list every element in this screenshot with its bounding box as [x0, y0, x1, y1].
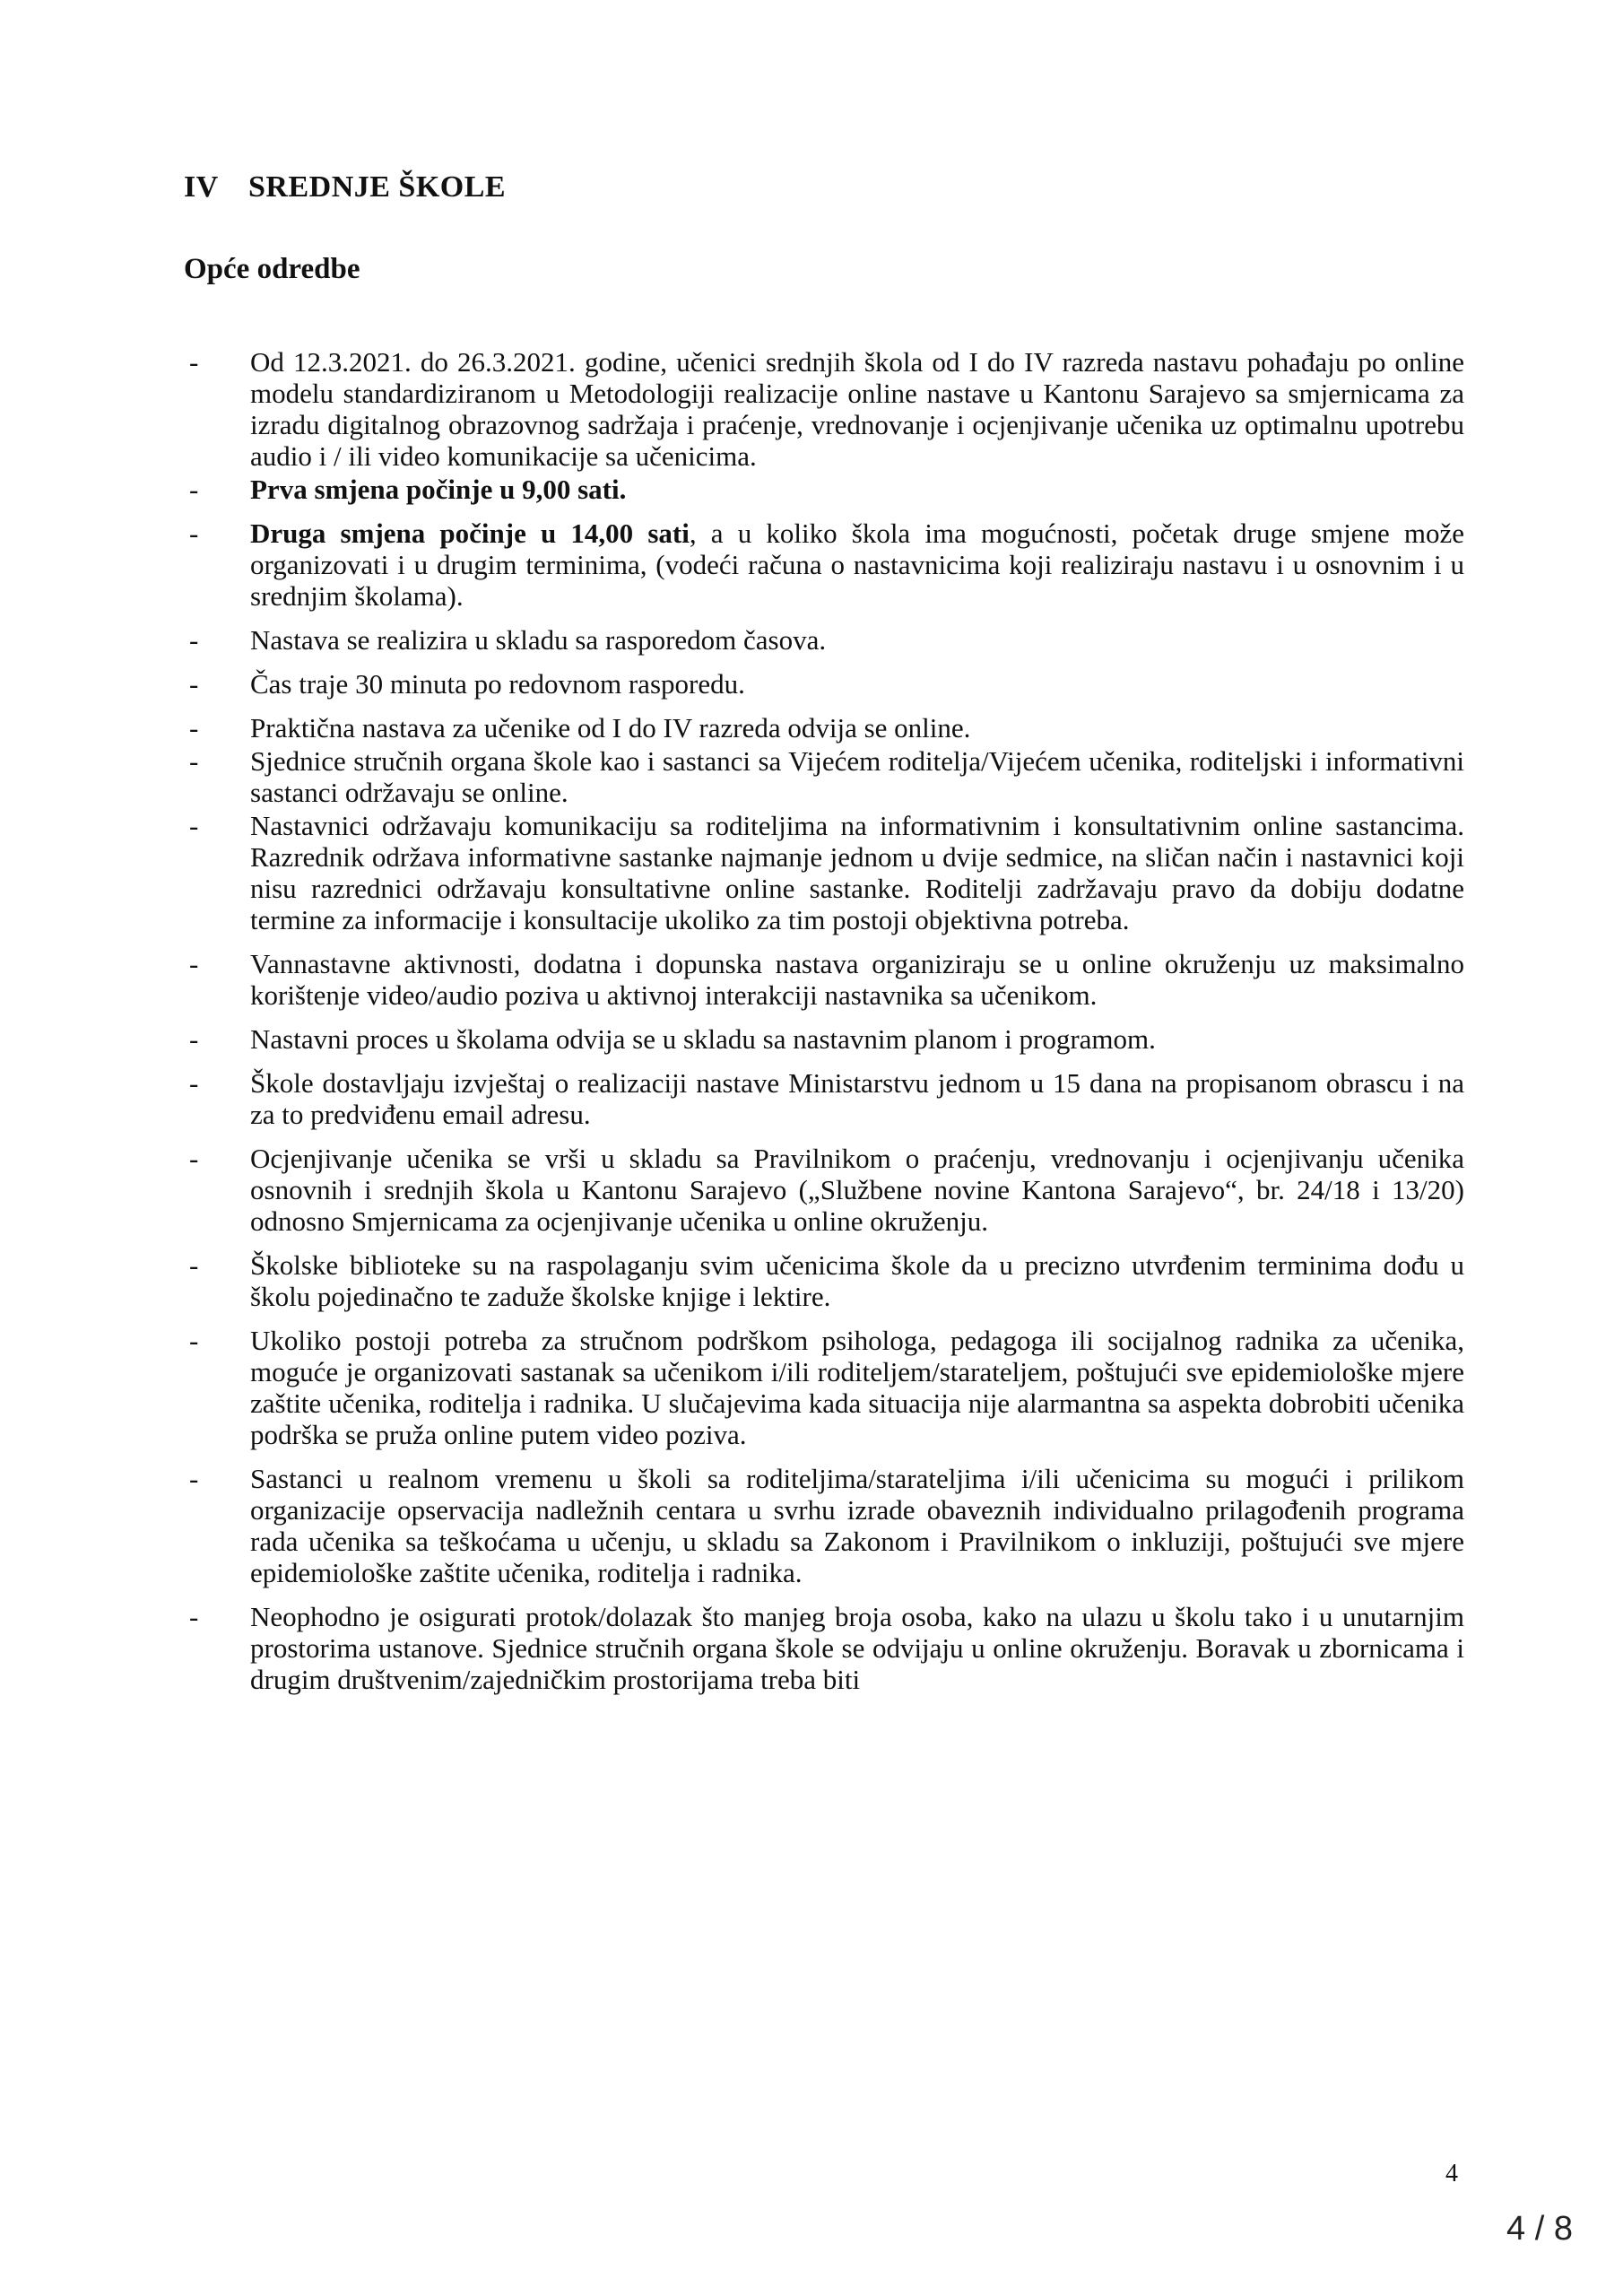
list-item: - Ocjenjivanje učenika se vrši u skladu sa Pravilnikom o praćenju, vrednovanju i ocjenjivanju učenika osnovnih i srednjih škola u Kantonu Sarajevo („Službene novine Kantona Sarajevo“, br. 24/18 i 13/20) odnosno Smjernicama za ocjenjivanje učenika u online okruženju. [189, 1143, 1464, 1237]
list-item: - Praktična nastava za učenike od I do IV razreda odvija se online. [189, 712, 971, 744]
list-item: - Sjednice stručnih organa škole kao i sastanci sa Vijećem roditelja/Vijećem učenika, roditeljski i informativni sastanci održavaju se online. [189, 745, 1464, 808]
page-number: 4 [1445, 2160, 1458, 2187]
list-item: - Školske biblioteke su na raspolaganju svim učenicima škole da u precizno utvrđenim terminima dođu u školu pojedinačno te zaduže školske knjige i lektire. [189, 1249, 1464, 1312]
list-item: - Sastanci u realnom vremenu u školi sa roditeljima/starateljima i/ili učenicima su mogući i prilikom organizacije opservacija nadležnih centara u svrhu izrade obaveznih individualno prilagođenih programa rada učenika sa teškoćama u učenju, u skladu sa Zakonom i Pravilnikom o inkluziji, poštujući sve mjere epidemiološke zaštite učenika, roditelja i radnika. [189, 1463, 1464, 1588]
bullet-dash: - [189, 712, 199, 744]
list-item: - Prva smjena počinje u 9,00 sati. [189, 474, 627, 505]
list-item: - Nastavnici održavaju komunikaciju sa roditeljima na informativnim i konsultativnim online sastancima. Razrednik održava informativne sastanke najmanje jednom u dvije sedmice, na sličan način i nastavnici koji nisu razrednici održavaju konsultativne online sastanke. Roditelji zadržavaju pravo da dobiju dodatne termine za informacije i konsultacije ukoliko za tim postoji objektivna potreba. [189, 810, 1464, 935]
bullet-dash: - [189, 948, 199, 979]
list-item: - Nastava se realizira u skladu sa rasporedom časova. [189, 624, 827, 656]
provisions-list [184, 346, 1464, 1708]
bullet-dash: - [189, 1325, 199, 1356]
bullet-dash: - [189, 517, 199, 549]
list-item: - Neophodno je osigurati protok/dolazak što manjeg broja osoba, kako na ulazu u školu tako i u unutarnjim prostorima ustanove. Sjednice stručnih organa škole se odvijaju u online okruženju. Boravak u zbornicama i drugim društvenim/zajedničkim prostorijama treba biti [189, 1601, 1464, 1695]
list-item: - Druga smjena počinje u 14,00 sati, a u koliko škola ima mogućnosti, početak druge smjene može organizovati i u drugim terminima, (vodeći računa o nastavnicima koji realiziraju nastavu i u osnovnim i u srednjim školama). [189, 517, 1464, 612]
bullet-dash: - [189, 1023, 199, 1055]
bullet-dash: - [189, 1463, 199, 1494]
bullet-dash: - [189, 1601, 199, 1632]
bullet-dash: - [189, 745, 199, 777]
list-item: - Čas traje 30 minuta po redovnom rasporedu. [189, 668, 745, 700]
section-roman-numeral: IV [184, 170, 219, 204]
list-item: - Nastavni proces u školama odvija se u skladu sa nastavnim planom i programom. [189, 1023, 1156, 1055]
bullet-dash: - [189, 1143, 199, 1174]
bullet-dash: - [189, 1249, 199, 1281]
bullet-dash: - [189, 668, 199, 700]
list-item: - Od 12.3.2021. do 26.3.2021. godine, učenici srednjih škola od I do IV razreda nastavu pohađaju po online modelu standardiziranom u Metodologiji realizacije online nastave u Kantonu Sarajevo sa smjernicama za izradu digitalnog obrazovnog sadržaja i praćenje, vrednovanje i ocjenjivanje učenika uz optimalnu upotrebu audio i / ili video komunikacije sa učenicima. [189, 346, 1464, 472]
section-heading [184, 170, 506, 204]
section-heading-text: SREDNJE ŠKOLE [248, 170, 507, 204]
list-item: - Ukoliko postoji potreba za stručnom podrškom psihologa, pedagoga ili socijalnog radnika za učenika, moguće je organizovati sastanak sa učenikom i/ili roditeljem/starateljem, poštujući sve epidemiološke mjere zaštite učenika, roditelja i radnika. U slučajevima kada situacija nije alarmantna sa aspekta dobrobiti učenika podrška se pruža online putem video poziva. [189, 1325, 1464, 1450]
list-item: - Škole dostavljaju izvještaj o realizaciji nastave Ministarstvu jednom u 15 dana na propisanom obrascu i na za to predviđenu email adresu. [189, 1067, 1464, 1130]
viewer-page-counter: 4 / 8 [1506, 2210, 1573, 2248]
list-item: - Vannastavne aktivnosti, dodatna i dopunska nastava organiziraju se u online okruženju uz maksimalno korištenje video/audio poziva u aktivnoj interakciji nastavnika sa učenikom. [189, 948, 1464, 1011]
bullet-dash: - [189, 346, 199, 378]
subsection-heading: Opće odredbe [184, 253, 360, 285]
bullet-dash: - [189, 474, 199, 505]
bullet-dash: - [189, 1067, 199, 1099]
bullet-dash: - [189, 624, 199, 656]
bullet-dash: - [189, 810, 199, 841]
